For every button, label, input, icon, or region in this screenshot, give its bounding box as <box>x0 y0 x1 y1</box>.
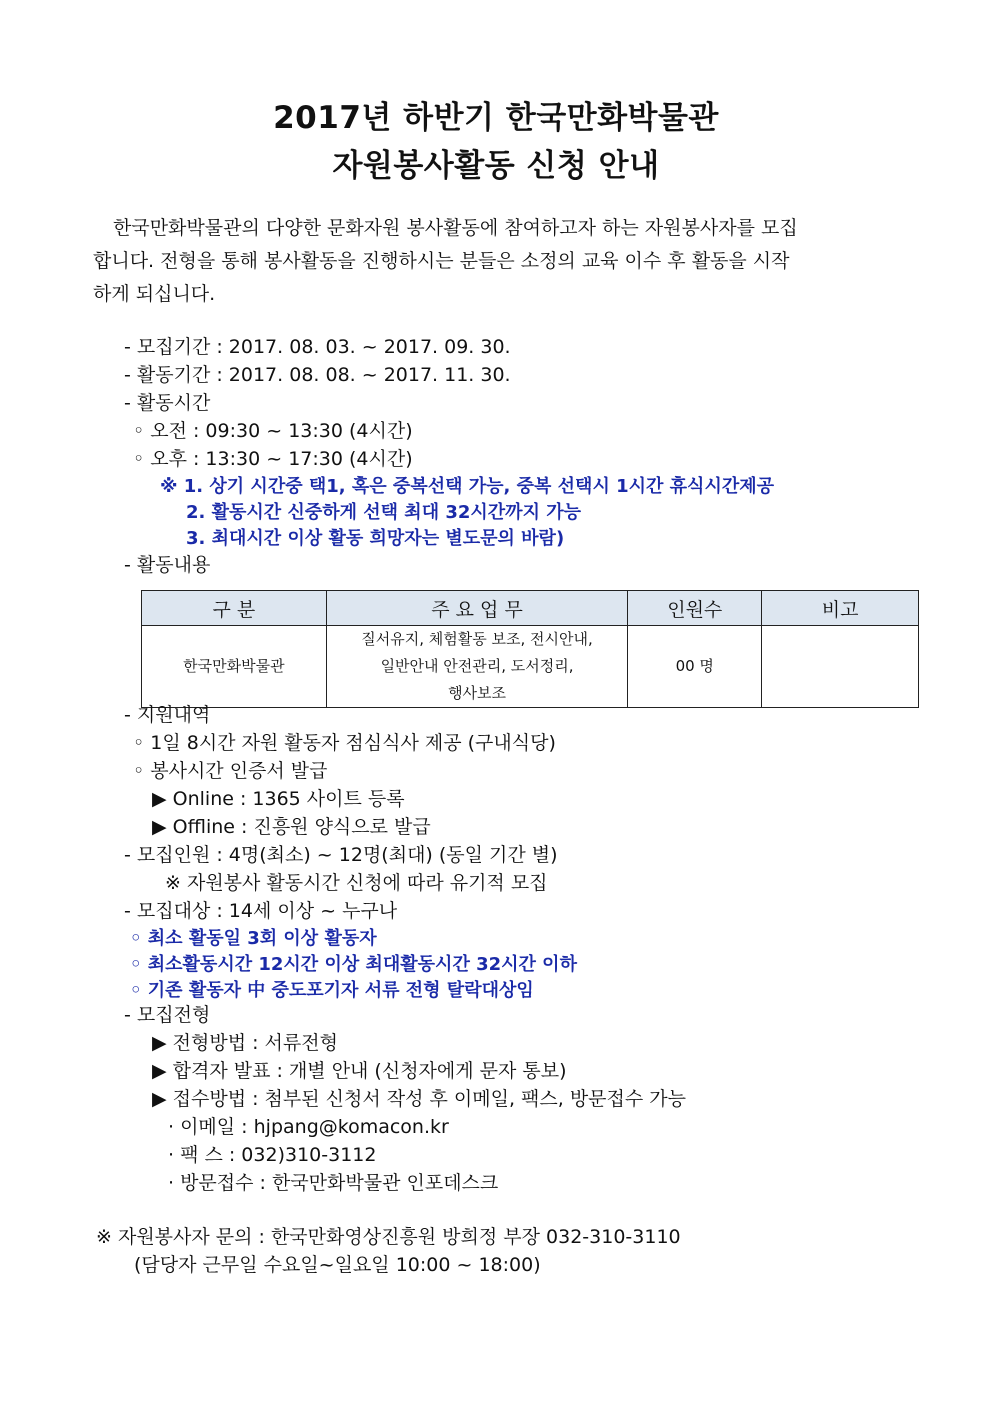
table-cell-count: 00 명 <box>628 626 762 708</box>
target-condition: ◦ 최소 활동일 3회 이상 활동자 <box>130 928 377 949</box>
table-header: 주 요 업 무 <box>326 591 628 626</box>
inquiry-hours: (담당자 근무일 수요일~일요일 10:00 ~ 18:00) <box>134 1254 541 1276</box>
support-item: ◦ 봉사시간 인증서 발급 <box>133 760 328 782</box>
activity-table <box>141 590 919 708</box>
headcount: - 모집인원 : 4명(최소) ~ 12명(최대) (동일 기간 별) <box>124 844 558 866</box>
target-condition: ◦ 최소활동시간 12시간 이상 최대활동시간 32시간 이하 <box>130 954 577 975</box>
activity-time-heading: - 활동시간 <box>124 392 211 414</box>
table-row <box>142 626 919 708</box>
contact-visit: · 방문접수 : 한국만화박물관 인포데스크 <box>168 1172 499 1194</box>
page-title-line2: 자원봉사활동 신청 안내 <box>332 148 660 184</box>
selection-announce: ▶ 합격자 발표 : 개별 안내 (신청자에게 문자 통보) <box>152 1060 567 1082</box>
duty-line: 일반안내 안전관리, 도서정리, <box>380 657 574 675</box>
contact-fax: · 팩 스 : 032)310-3112 <box>168 1144 377 1166</box>
page-title-line1: 2017년 하반기 한국만화박물관 <box>273 100 719 136</box>
activity-time-note: 3. 최대시간 이상 활동 희망자는 별도문의 바람) <box>186 528 565 549</box>
activity-time-afternoon: ◦ 오후 : 13:30 ~ 17:30 (4시간) <box>133 448 413 470</box>
selection-heading: - 모집전형 <box>124 1004 211 1026</box>
recruit-period: - 모집기간 : 2017. 08. 03. ~ 2017. 09. 30. <box>124 336 511 358</box>
table-cell-category: 한국만화박물관 <box>142 626 327 708</box>
duty-line: 질서유지, 체험활동 보조, 전시안내, <box>361 630 593 648</box>
activity-time-morning: ◦ 오전 : 09:30 ~ 13:30 (4시간) <box>133 420 413 442</box>
table-header: 비고 <box>762 591 919 626</box>
intro-paragraph <box>93 212 899 311</box>
inquiry-line: ※ 자원봉사자 문의 : 한국만화영상진흥원 방희정 부장 032-310-3110 <box>96 1226 681 1248</box>
intro-line: 한국만화박물관의 다양한 문화자원 봉사활동에 참여하고자 하는 자원봉사자를 모집 <box>113 217 798 239</box>
activity-content-heading: - 활동내용 <box>124 554 211 576</box>
activity-time-note: 2. 활동시간 신중하게 선택 최대 32시간까지 가능 <box>186 502 581 523</box>
headcount-note: ※ 자원봉사 활동시간 신청에 따라 유기적 모집 <box>165 872 548 894</box>
activity-time-note: ※ 1. 상기 시간중 택1, 혹은 중복선택 가능, 중복 선택시 1시간 휴식시간제공 <box>160 476 774 497</box>
contact-email: · 이메일 : hjpang@komacon.kr <box>168 1116 449 1138</box>
table-cell-duties <box>326 626 628 708</box>
selection-method: ▶ 전형방법 : 서류전형 <box>152 1032 338 1054</box>
table-header: 구 분 <box>142 591 327 626</box>
intro-line: 하게 되십니다. <box>93 283 216 305</box>
duty-line: 행사보조 <box>448 684 507 702</box>
support-online: ▶ Online : 1365 사이트 등록 <box>152 788 405 810</box>
activity-period: - 활동기간 : 2017. 08. 08. ~ 2017. 11. 30. <box>124 364 511 386</box>
target: - 모집대상 : 14세 이상 ~ 누구나 <box>124 900 398 922</box>
table-header: 인원수 <box>628 591 762 626</box>
support-offline: ▶ Offline : 진흥원 양식으로 발급 <box>152 816 431 838</box>
support-item: ◦ 1일 8시간 자원 활동자 점심식사 제공 (구내식당) <box>133 732 556 754</box>
selection-apply: ▶ 접수방법 : 첨부된 신청서 작성 후 이메일, 팩스, 방문접수 가능 <box>152 1088 686 1110</box>
support-heading: - 지원내역 <box>124 704 211 726</box>
target-condition: ◦ 기존 활동자 中 중도포기자 서류 전형 탈락대상임 <box>130 980 534 1001</box>
table-header-row <box>142 591 919 626</box>
intro-line: 합니다. 전형을 통해 봉사활동을 진행하시는 분들은 소정의 교육 이수 후 활동을 시작 <box>93 250 790 272</box>
table-cell-note <box>762 626 919 708</box>
